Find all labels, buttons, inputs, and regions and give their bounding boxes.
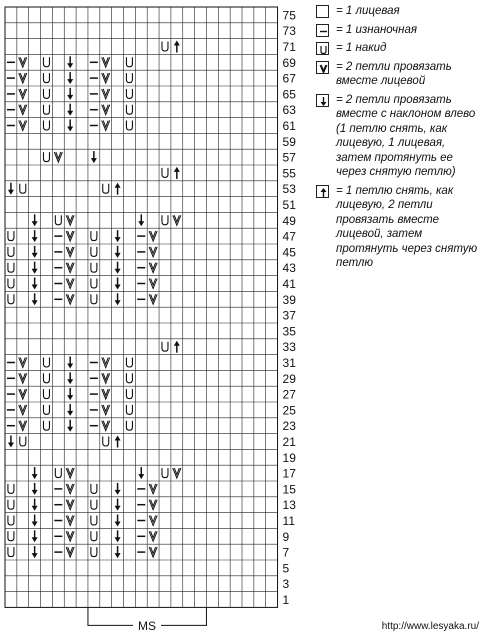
ssk-arrow-head	[8, 443, 14, 448]
legend-sk2p	[316, 184, 481, 271]
row-number: 61	[282, 119, 296, 133]
yarn-over-symbol	[43, 373, 49, 383]
yarn-over-symbol	[20, 184, 26, 194]
ssk-arrow-head	[115, 506, 121, 511]
yarn-over-symbol	[91, 231, 97, 241]
k2tog-symbol	[102, 73, 110, 83]
ssk-arrow-head	[32, 253, 38, 258]
ssk-arrow-head	[67, 427, 73, 432]
yarn-over-symbol	[126, 89, 132, 99]
ssk-arrow-head	[32, 553, 38, 558]
row-number: 3	[282, 577, 290, 592]
yarn-over-symbol	[8, 279, 14, 289]
k2tog-symbol	[173, 468, 181, 478]
k2tog-symbol	[102, 358, 110, 368]
k2tog-symbol	[19, 89, 27, 99]
row-number: 69	[282, 55, 296, 70]
row-number: 39	[282, 292, 296, 307]
k2tog-symbol	[19, 73, 27, 83]
k2tog-symbol	[19, 389, 27, 399]
row-number: 9	[282, 529, 290, 544]
ssk-arrow-head	[32, 221, 38, 226]
yarn-over-symbol	[43, 358, 49, 368]
ssk-arrow-head	[32, 300, 38, 305]
k2tog-symbol	[54, 152, 62, 162]
row-number: 7	[282, 545, 290, 560]
yarn-over-symbol	[8, 547, 14, 557]
row-number: 75	[282, 8, 296, 23]
ssk-arrow-head	[115, 285, 121, 290]
yarn-over-symbol	[43, 421, 49, 431]
k2tog-symbol	[102, 121, 110, 131]
yarn-over-symbol	[8, 294, 14, 304]
k2tog-symbol	[102, 373, 110, 383]
k2tog-symbol	[102, 89, 110, 99]
row-number: 47	[282, 229, 296, 244]
ssk-arrow-head	[32, 237, 38, 242]
row-number: 67	[282, 71, 296, 86]
sk2p-arrow-head	[115, 436, 121, 441]
legend-ssk	[316, 93, 481, 180]
sk2p-arrow-head	[115, 183, 121, 188]
k2tog-symbol	[66, 294, 74, 304]
sk2p-arrow-head	[174, 41, 180, 46]
k2tog-symbol	[149, 294, 157, 304]
k2tog-symbol	[102, 57, 110, 67]
yarn-over-symbol	[91, 531, 97, 541]
yarn-over-symbol	[126, 405, 132, 415]
row-number: 43	[282, 261, 296, 276]
yarn-over-symbol	[126, 105, 132, 115]
k2tog-symbol	[19, 373, 27, 383]
ssk-arrow-head	[115, 522, 121, 527]
ssk-arrow-head	[115, 553, 121, 558]
yarn-over-symbol	[126, 121, 132, 131]
k2tog-symbol	[66, 547, 74, 557]
row-number: 73	[282, 24, 296, 39]
row-number: 5	[282, 561, 290, 576]
yarn-over-symbol	[20, 437, 26, 447]
k2tog-symbol	[19, 421, 27, 431]
repeat-bracket	[88, 607, 207, 633]
yarn-over-symbol	[8, 231, 14, 241]
ssk-arrow-head	[67, 411, 73, 416]
k2tog-symbol	[66, 263, 74, 273]
yarn-over-symbol	[43, 152, 49, 162]
yarn-over-symbol	[91, 484, 97, 494]
yarn-over-icon	[316, 42, 329, 55]
ssk-arrow-head	[115, 253, 121, 258]
yarn-over-symbol	[55, 215, 61, 225]
ssk-arrow-head	[8, 190, 14, 195]
ssk-arrow-head	[32, 522, 38, 527]
k2tog-symbol	[149, 500, 157, 510]
k2tog-symbol	[66, 279, 74, 289]
yarn-over-symbol	[43, 57, 49, 67]
ssk-arrow-head	[32, 474, 38, 479]
row-number: 63	[282, 103, 296, 118]
legend-knit-text: = 1 лицевая	[336, 5, 400, 17]
yarn-over-symbol	[91, 516, 97, 526]
yarn-over-symbol	[91, 294, 97, 304]
k2tog-symbol	[149, 547, 157, 557]
k2tog-symbol	[149, 279, 157, 289]
ssk-arrow-head	[67, 63, 73, 68]
yarn-over-symbol	[126, 57, 132, 67]
ssk-arrow-head	[32, 285, 38, 290]
k2tog-symbol	[66, 468, 74, 478]
row-number: 11	[282, 514, 296, 528]
yarn-over-symbol	[91, 279, 97, 289]
ssk-arrow-head	[67, 379, 73, 384]
k2tog-symbol	[66, 231, 74, 241]
legend-purl	[316, 23, 481, 38]
sk2p-arrow-head	[174, 167, 180, 172]
row-number: 51	[282, 198, 296, 212]
k2tog-icon	[316, 61, 329, 74]
k2tog-symbol	[19, 105, 27, 115]
k2tog-symbol	[19, 121, 27, 131]
row-number: 29	[282, 371, 296, 386]
ssk-arrow-head	[115, 537, 121, 542]
ssk-arrow-head	[67, 127, 73, 132]
k2tog-symbol	[149, 484, 157, 494]
row-number: 33	[282, 340, 296, 355]
row-number: 25	[282, 403, 296, 418]
k2tog-symbol	[102, 105, 110, 115]
knit-icon	[316, 5, 329, 18]
row-number: 45	[282, 245, 296, 260]
ssk-arrow-head	[67, 364, 73, 369]
ssk-arrow-head	[67, 395, 73, 400]
k2tog-symbol	[66, 531, 74, 541]
yarn-over-symbol	[8, 531, 14, 541]
legend-k2tog	[316, 60, 481, 89]
k2tog-symbol	[149, 263, 157, 273]
yarn-over-symbol	[8, 516, 14, 526]
row-number: 21	[282, 435, 296, 449]
website-url: http://www.lesyaka.ru/	[381, 621, 479, 632]
ssk-arrow-head	[32, 506, 38, 511]
yarn-over-symbol	[8, 500, 14, 510]
yarn-over-symbol	[91, 547, 97, 557]
row-number: 31	[282, 356, 296, 370]
yarn-over-symbol	[103, 184, 109, 194]
legend-ssk-text: = 2 петли провязать вместе с наклоном влево (1 петлю снять, как лицевую, 1 лицевая, затем протянуть ее через снятую петлю)	[336, 93, 476, 178]
yarn-over-symbol	[126, 389, 132, 399]
row-number: 37	[282, 308, 296, 323]
row-number: 19	[282, 450, 296, 465]
k2tog-symbol	[66, 215, 74, 225]
yarn-over-symbol	[126, 358, 132, 368]
yarn-over-symbol	[162, 468, 168, 478]
k2tog-symbol	[66, 500, 74, 510]
yarn-over-symbol	[91, 247, 97, 257]
k2tog-symbol	[19, 405, 27, 415]
sk2p-arrow-up-icon	[316, 185, 329, 198]
row-number: 59	[282, 134, 296, 149]
ssk-arrow-head	[115, 490, 121, 495]
repeat-label: MS	[138, 619, 156, 633]
k2tog-symbol	[149, 231, 157, 241]
k2tog-symbol	[102, 421, 110, 431]
yarn-over-symbol	[43, 389, 49, 399]
yarn-over-symbol	[43, 405, 49, 415]
chart-grid	[5, 7, 278, 607]
yarn-over-symbol	[8, 263, 14, 273]
row-number: 55	[282, 166, 296, 181]
ssk-arrow-head	[67, 79, 73, 84]
row-number: 49	[282, 213, 296, 228]
ssk-arrow-head	[138, 221, 144, 226]
yarn-over-symbol	[162, 168, 168, 178]
ssk-arrow-head	[138, 474, 144, 479]
ssk-arrow-down-icon	[316, 94, 329, 107]
k2tog-symbol	[173, 215, 181, 225]
k2tog-symbol	[66, 247, 74, 257]
k2tog-symbol	[66, 516, 74, 526]
row-number: 1	[282, 593, 290, 607]
sk2p-arrow-head	[174, 341, 180, 346]
yarn-over-symbol	[126, 373, 132, 383]
row-number: 13	[282, 498, 296, 513]
row-numbers	[283, 8, 297, 607]
k2tog-symbol	[102, 389, 110, 399]
legend-k2tog-text: = 2 петли провязать вместе лицевой	[336, 60, 452, 87]
yarn-over-symbol	[43, 105, 49, 115]
k2tog-symbol	[66, 484, 74, 494]
yarn-over-symbol	[43, 121, 49, 131]
ssk-arrow-head	[32, 490, 38, 495]
k2tog-symbol	[19, 358, 27, 368]
legend-knit	[316, 4, 481, 19]
k2tog-symbol	[102, 405, 110, 415]
k2tog-symbol	[149, 247, 157, 257]
ssk-arrow-head	[32, 269, 38, 274]
legend-yo-text: = 1 накид	[336, 42, 387, 54]
legend-purl-text: = 1 изнаночная	[336, 23, 417, 36]
ssk-arrow-head	[115, 300, 121, 305]
row-number: 53	[282, 182, 296, 197]
legend	[316, 4, 481, 275]
row-number: 65	[282, 87, 296, 102]
k2tog-symbol	[149, 531, 157, 541]
yarn-over-symbol	[126, 73, 132, 83]
chart-symbols	[7, 41, 181, 559]
yarn-over-symbol	[91, 263, 97, 273]
ssk-arrow-head	[91, 158, 97, 163]
row-number: 27	[282, 387, 296, 402]
yarn-over-symbol	[8, 484, 14, 494]
row-number: 23	[282, 419, 296, 434]
yarn-over-symbol	[91, 500, 97, 510]
row-number: 57	[282, 150, 296, 165]
yarn-over-symbol	[162, 342, 168, 352]
ssk-arrow-head	[32, 537, 38, 542]
row-number: 35	[282, 324, 296, 339]
row-number: 71	[282, 40, 296, 54]
yarn-over-symbol	[55, 468, 61, 478]
legend-yo	[316, 41, 481, 56]
k2tog-symbol	[19, 57, 27, 67]
ssk-arrow-head	[115, 269, 121, 274]
yarn-over-symbol	[162, 215, 168, 225]
row-number: 17	[282, 466, 296, 481]
purl-icon	[316, 24, 329, 37]
ssk-arrow-head	[67, 111, 73, 116]
row-number: 41	[282, 277, 296, 291]
ssk-arrow-head	[67, 95, 73, 100]
k2tog-symbol	[149, 516, 157, 526]
yarn-over-symbol	[103, 437, 109, 447]
yarn-over-symbol	[162, 42, 168, 52]
row-number: 15	[282, 482, 296, 497]
legend-sk2p-text: = 1 петлю снять, как лицевую, 2 петли провязать вместе лицевой, затем протянуть через снятую петлю	[336, 184, 478, 269]
yarn-over-symbol	[8, 247, 14, 257]
yarn-over-symbol	[43, 89, 49, 99]
yarn-over-symbol	[126, 421, 132, 431]
ssk-arrow-head	[115, 237, 121, 242]
yarn-over-symbol	[43, 73, 49, 83]
